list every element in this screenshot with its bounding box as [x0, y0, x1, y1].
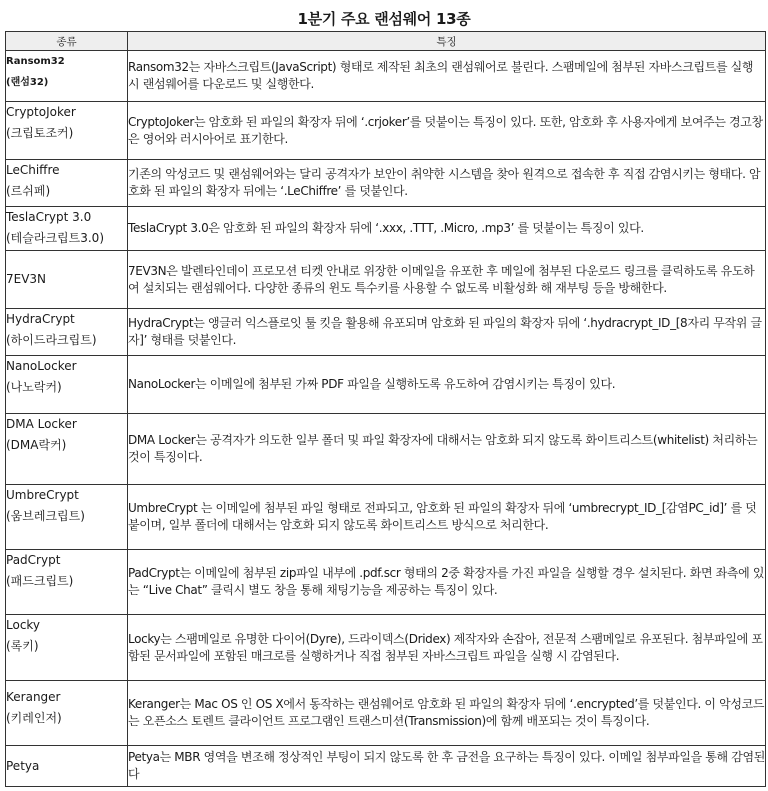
ransomware-name-cell: [6, 485, 128, 550]
table-row: [6, 51, 766, 102]
ransomware-name-cell: [6, 51, 128, 102]
ransomware-description: DMA Locker는 공격자가 의도한 일부 폴더 및 파일 확장자에 대해서는 암호화 되지 않도록 화이트리스트(whitelist) 처리하는 것이 특징이다.: [128, 414, 766, 485]
ransomware-description: CryptoJoker는 암호화 된 파일의 확장자 뒤에 ‘.crjoker’를 덧붙이는 특징이 있다. 또한, 암호화 후 사용자에게 보여주는 경고창은 영어와 러시아어로 표기한다.: [128, 102, 766, 160]
ransomware-korean-name: (키레인저): [6, 711, 62, 725]
ransomware-name: UmbreCrypt: [6, 488, 79, 502]
table-row: [6, 414, 766, 485]
ransomware-description: 기존의 악성코드 및 랜섬웨어와는 달리 공격자가 보안이 취약한 시스템을 찾아 원격으로 접속한 후 직접 감염시키는 형태다. 암호화 된 파일의 확장자 뒤에는 ‘.LeChiffre’ 를 덧붙인다.: [128, 160, 766, 207]
ransomware-name: Petya: [6, 758, 40, 773]
ransomware-name-cell: [6, 160, 128, 207]
ransomware-name: 7EV3N: [6, 272, 47, 286]
table-row: [6, 102, 766, 160]
ransomware-description: HydraCrypt는 앵글러 익스플로잇 툴 킷을 활용해 유포되며 암호화 된 파일의 확장자 뒤에 ‘.hydracrypt_ID_[8자리 무작위 글자]’ 형태를 덧붙인다.: [128, 309, 766, 356]
ransomware-korean-name: (DMA락커): [6, 438, 67, 452]
ransomware-table: [5, 31, 766, 787]
table-row: [6, 356, 766, 414]
table-header-row: [6, 32, 766, 51]
ransomware-name-cell: [6, 746, 128, 787]
table-row: [6, 251, 766, 309]
header-features: 특징: [128, 32, 766, 51]
ransomware-name: TeslaCrypt 3.0: [6, 210, 92, 224]
ransomware-name-cell: [6, 356, 128, 414]
ransomware-korean-name: (크립토조커): [6, 126, 74, 140]
ransomware-name: Keranger: [6, 690, 61, 704]
ransomware-name-cell: [6, 550, 128, 615]
ransomware-name: Locky: [6, 618, 41, 632]
ransomware-korean-name: (테슬라크립트3.0): [6, 231, 104, 245]
table-row: [6, 485, 766, 550]
ransomware-name-cell: [6, 102, 128, 160]
ransomware-name-cell: [6, 309, 128, 356]
ransomware-name-cell: [6, 207, 128, 251]
table-row: [6, 615, 766, 681]
ransomware-description: NanoLocker는 이메일에 첨부된 가짜 PDF 파일을 실행하도록 유도하여 감염시키는 특징이 있다.: [128, 356, 766, 414]
ransomware-name-cell: [6, 615, 128, 681]
ransomware-name: Ransom32: [6, 56, 65, 67]
ransomware-korean-name: (하이드라크립트): [6, 333, 97, 347]
table-row: [6, 746, 766, 787]
ransomware-name: CryptoJoker: [6, 105, 76, 119]
ransomware-description: Locky는 스팸메일로 유명한 다이어(Dyre), 드라이덱스(Dridex) 제작자와 손잡아, 전문적 스팸메일로 유포된다. 첨부파일에 포함된 문서파일에 포함된 매크로를 실행하거나 직접 첨부된 자바스크립트 파일을 실행 시 감염된다.: [128, 615, 766, 681]
ransomware-korean-name: (랜섬32): [6, 77, 49, 88]
ransomware-korean-name: (나노락커): [6, 380, 62, 394]
ransomware-name-cell: [6, 251, 128, 309]
ransomware-description: Petya는 MBR 영역을 변조해 정상적인 부팅이 되지 않도록 한 후 금전을 요구하는 특징이 있다. 이메일 첨부파일을 통해 감염된다: [128, 746, 766, 787]
ransomware-description: Keranger는 Mac OS 인 OS X에서 동작하는 랜섬웨어로 암호화 된 파일의 확장자 뒤에 ‘.encrypted’를 덧붙인다. 이 악성코드는 오픈소스 토렌트 클라이언트 프로그램인 트랜스미션(Transmission)에 함께 배포되는 것이 특징이다.: [128, 681, 766, 746]
table-row: [6, 309, 766, 356]
table-row: [6, 160, 766, 207]
table-row: [6, 681, 766, 746]
table-title: 1분기 주요 랜섬웨어 13종: [297, 10, 471, 28]
ransomware-name: PadCrypt: [6, 553, 61, 567]
ransomware-name: LeChiffre: [6, 163, 60, 177]
ransomware-korean-name: (록키): [6, 639, 39, 653]
ransomware-description: TeslaCrypt 3.0은 암호화 된 파일의 확장자 뒤에 ‘.xxx, .TTT, .Micro, .mp3’ 를 덧붙이는 특징이 있다.: [128, 207, 766, 251]
ransomware-description: Ransom32는 자바스크립트(JavaScript) 형태로 제작된 최초의 랜섬웨어로 불린다. 스팸메일에 첨부된 자바스크립트를 실행 시 랜섬웨어를 다운로드 및 실행한다.: [128, 51, 766, 102]
ransomware-description: PadCrypt는 이메일에 첨부된 zip파일 내부에 .pdf.scr 형태의 2중 확장자를 가진 파일을 실행할 경우 설치된다. 화면 좌측에 있는 “Live Chat” 클릭시 별도 창을 통해 채팅기능을 제공하는 특징이 있다.: [128, 550, 766, 615]
ransomware-name-cell: [6, 414, 128, 485]
ransomware-name: HydraCrypt: [6, 312, 75, 326]
ransomware-name: DMA Locker: [6, 417, 77, 431]
ransomware-korean-name: (패드크립트): [6, 574, 74, 588]
table-row: [6, 207, 766, 251]
ransomware-korean-name: (움브레크립트): [6, 509, 85, 523]
ransomware-description: 7EV3N은 발렌타인데이 프로모션 티켓 안내로 위장한 이메일을 유포한 후 메일에 첨부된 다운로드 링크를 클릭하도록 유도하여 설치되는 랜섬웨어다. 다양한 종류의 윈도 특수키를 사용할 수 없도록 비활성화 해 재부팅 등을 방해한다.: [128, 251, 766, 309]
ransomware-description: UmbreCrypt 는 이메일에 첨부된 파일 형태로 전파되고, 암호화 된 파일의 확장자 뒤에 ‘umbrecrypt_ID_[감염PC_id]’ 를 덧붙이며, 일부 폴더에 대해서는 암호화 되지 않도록 화이트리스트 방식으로 처리한다.: [128, 485, 766, 550]
header-type: 종류: [6, 32, 128, 51]
ransomware-name-cell: [6, 681, 128, 746]
table-row: [6, 550, 766, 615]
ransomware-name: NanoLocker: [6, 359, 77, 373]
ransomware-korean-name: (르쉬페): [6, 184, 51, 198]
